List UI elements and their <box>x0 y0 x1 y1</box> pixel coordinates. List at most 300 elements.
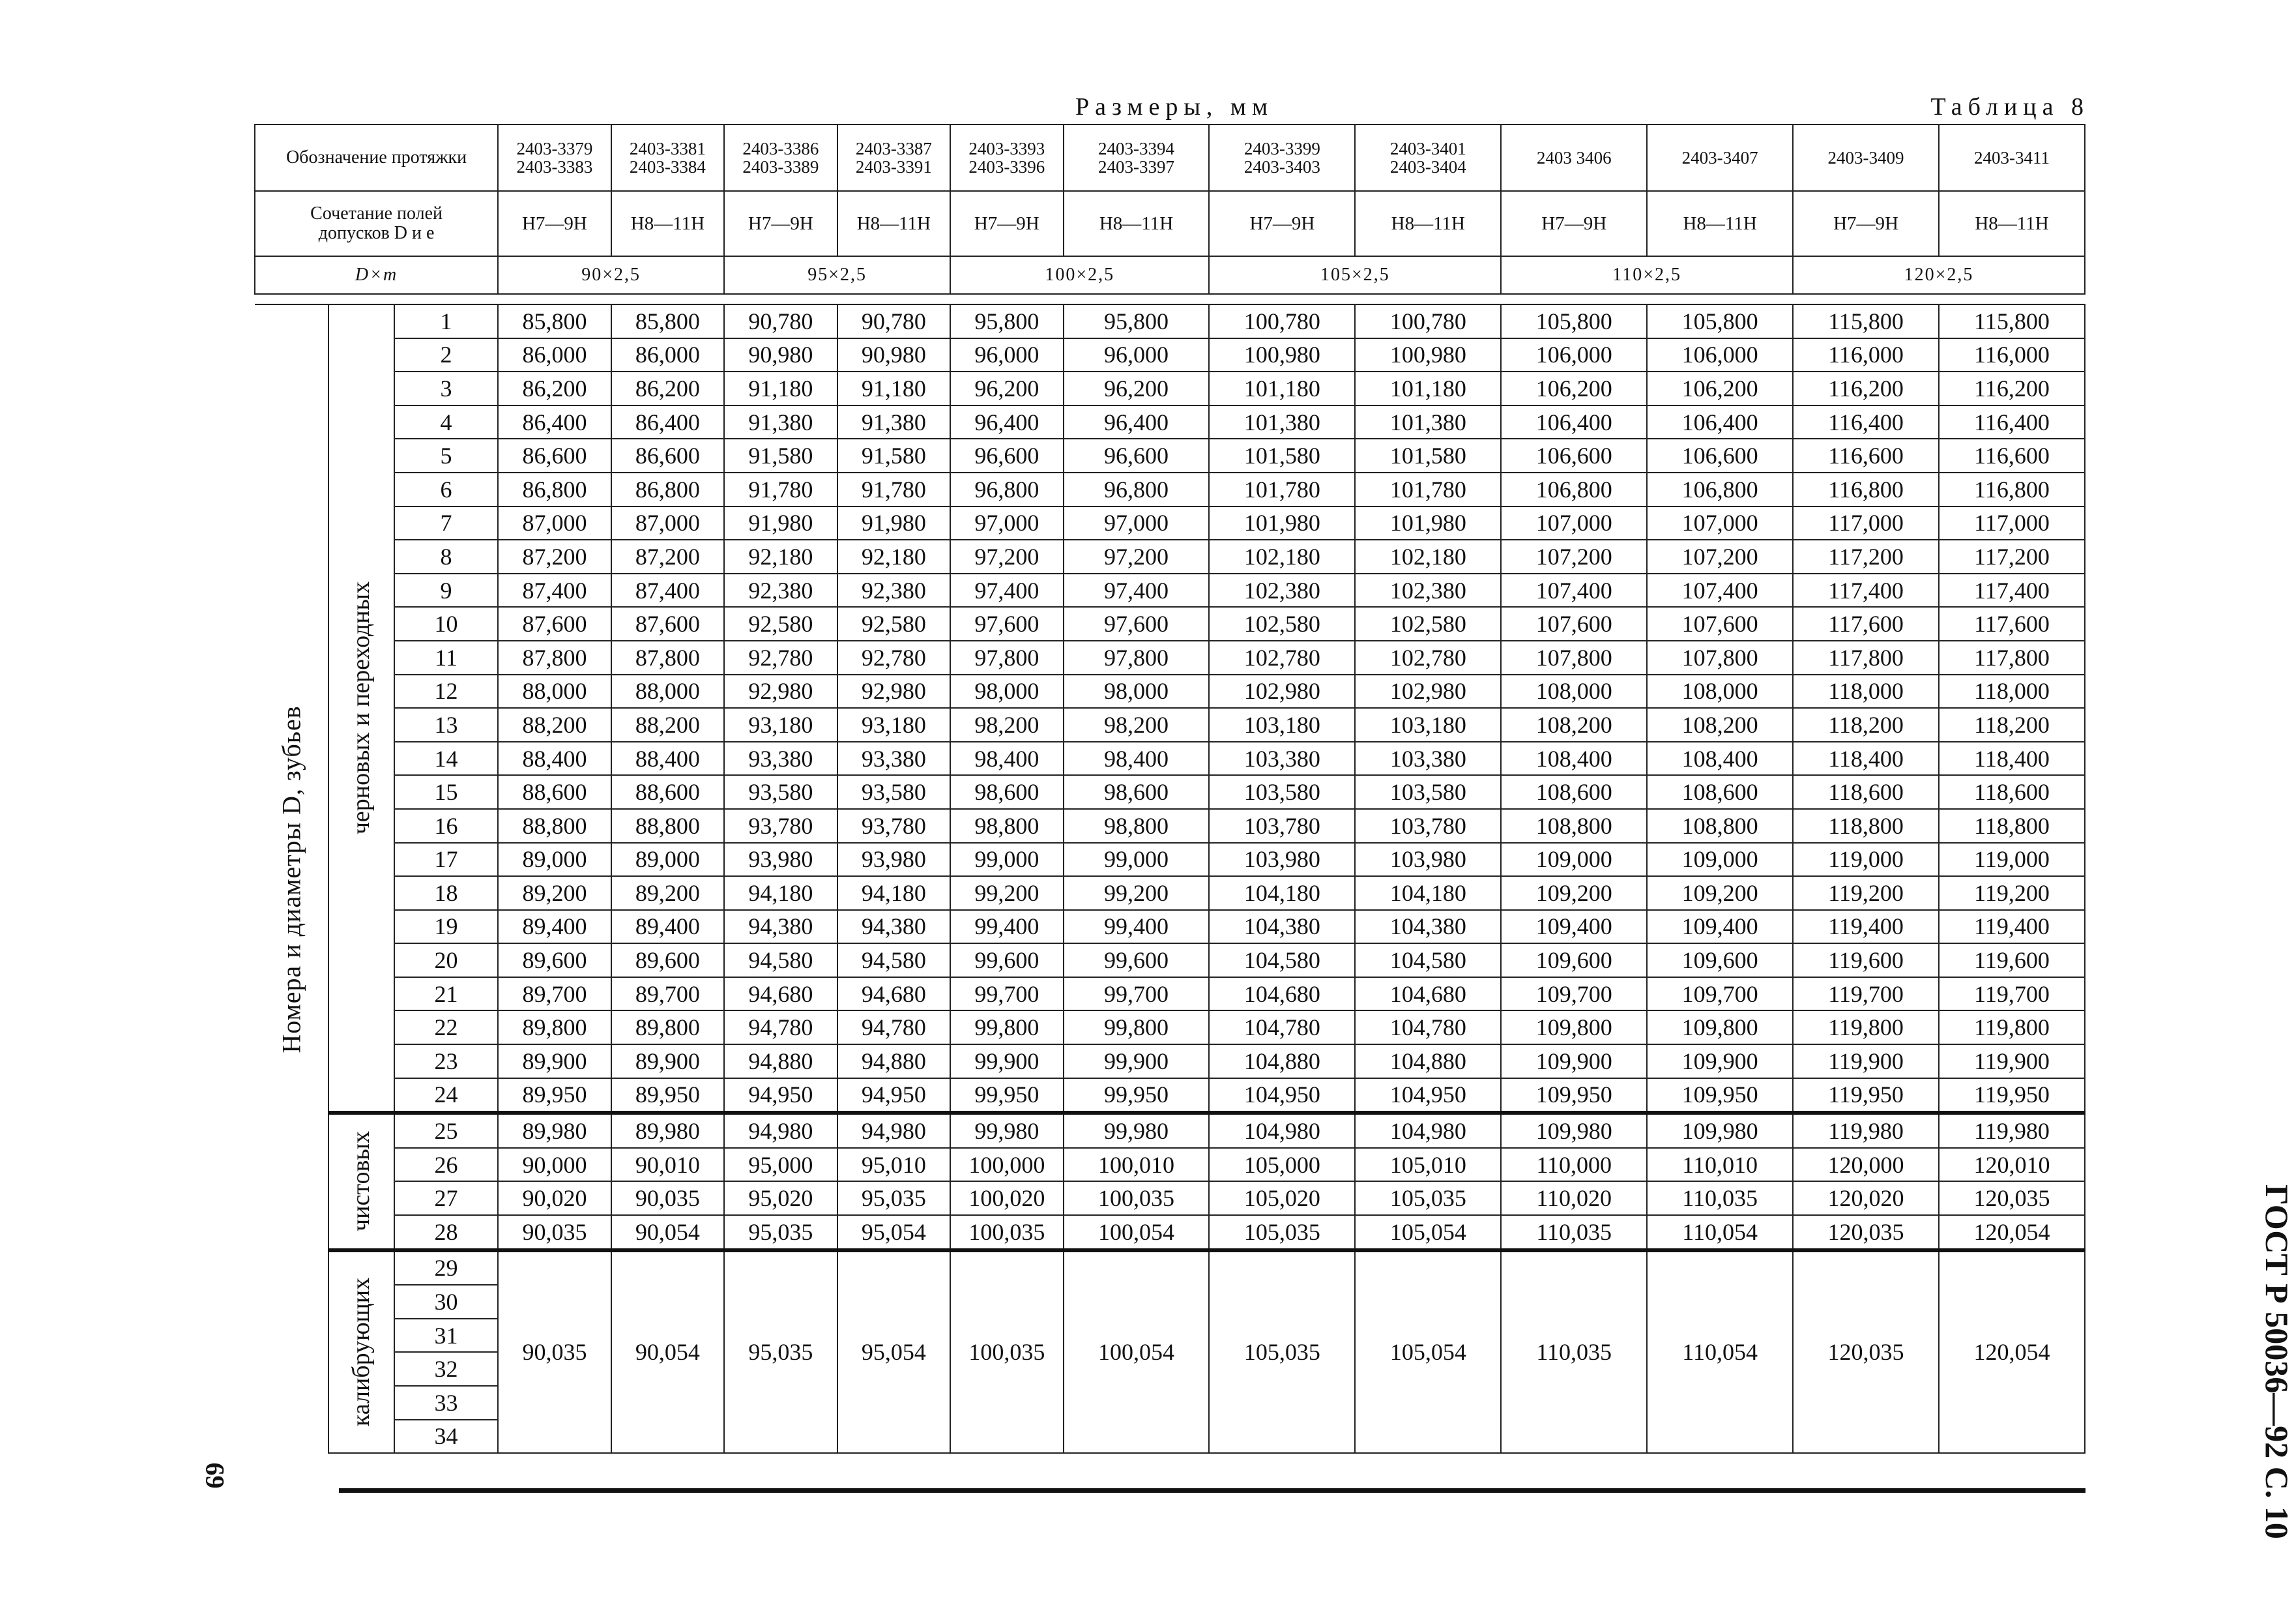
diameter-cell: 85,800 <box>611 304 724 338</box>
tolerance-cell: H7—9H <box>498 191 611 256</box>
diameter-cell: 86,400 <box>498 405 611 439</box>
diameter-cell: 96,800 <box>950 473 1063 507</box>
tooth-number: 13 <box>394 708 498 742</box>
table-row <box>255 742 2085 776</box>
designation-cell: 2403-3379 2403-3383 <box>498 125 611 191</box>
diameter-cell: 119,800 <box>1793 1010 1939 1044</box>
diameter-cell: 87,400 <box>611 574 724 608</box>
diameter-cell: 88,000 <box>611 675 724 709</box>
diameter-cell: 100,980 <box>1355 338 1501 372</box>
diameter-cell: 105,010 <box>1355 1148 1501 1182</box>
diameter-cell: 119,800 <box>1939 1010 2085 1044</box>
diameter-cell: 86,800 <box>498 473 611 507</box>
table-row <box>255 1078 2085 1113</box>
dimensions-table <box>254 124 2085 1454</box>
diameter-cell: 118,400 <box>1793 742 1939 776</box>
diameter-cell: 94,380 <box>724 910 837 944</box>
diameter-cell: 107,000 <box>1501 507 1647 540</box>
diameter-cell: 116,400 <box>1939 405 2085 439</box>
calib-diameter-cell: 100,035 <box>950 1250 1063 1454</box>
diameter-cell: 107,400 <box>1501 574 1647 608</box>
diameter-cell: 85,800 <box>498 304 611 338</box>
diameter-cell: 109,700 <box>1647 977 1793 1011</box>
diameter-cell: 90,780 <box>837 304 950 338</box>
diameter-cell: 87,000 <box>611 507 724 540</box>
diameter-cell: 91,980 <box>724 507 837 540</box>
diameter-cell: 98,800 <box>950 809 1063 843</box>
group-rough-cell <box>328 304 394 1113</box>
diameter-cell: 109,980 <box>1501 1113 1647 1148</box>
diameter-cell: 91,980 <box>837 507 950 540</box>
diameter-cell: 106,400 <box>1501 405 1647 439</box>
tooth-number: 26 <box>394 1148 498 1182</box>
diameter-cell: 103,580 <box>1355 775 1501 809</box>
diameter-cell: 91,580 <box>724 439 837 473</box>
diameter-cell: 118,200 <box>1793 708 1939 742</box>
dxm-cell: 95×2,5 <box>724 256 950 294</box>
diameter-cell: 94,880 <box>837 1044 950 1078</box>
diameter-cell: 96,000 <box>950 338 1063 372</box>
tolerance-cell: H8—11H <box>611 191 724 256</box>
header-row-designation <box>255 125 2085 191</box>
table-row <box>255 1250 2085 1285</box>
diameter-cell: 92,980 <box>837 675 950 709</box>
diameter-cell: 119,400 <box>1793 910 1939 944</box>
diameter-cell: 104,880 <box>1209 1044 1355 1078</box>
tolerance-cell: H7—9H <box>950 191 1063 256</box>
diameter-cell: 96,200 <box>950 372 1063 405</box>
diameter-cell: 107,000 <box>1647 507 1793 540</box>
diameter-cell: 105,800 <box>1501 304 1647 338</box>
diameter-cell: 93,980 <box>724 843 837 877</box>
diameter-cell: 90,000 <box>498 1148 611 1182</box>
diameter-cell: 119,000 <box>1793 843 1939 877</box>
calib-diameter-cell: 120,035 <box>1793 1250 1939 1454</box>
tooth-number: 23 <box>394 1044 498 1078</box>
tooth-number: 2 <box>394 338 498 372</box>
diameter-cell: 109,400 <box>1647 910 1793 944</box>
header-row-tolerance <box>255 191 2085 256</box>
diameter-cell: 93,780 <box>837 809 950 843</box>
diameter-cell: 87,800 <box>611 641 724 675</box>
calib-diameter-cell: 95,035 <box>724 1250 837 1454</box>
diameter-cell: 99,000 <box>1064 843 1210 877</box>
diameter-cell: 115,800 <box>1793 304 1939 338</box>
diameter-cell: 108,600 <box>1647 775 1793 809</box>
table-row <box>255 1181 2085 1215</box>
diameter-cell: 101,580 <box>1209 439 1355 473</box>
diameter-cell: 94,980 <box>837 1113 950 1148</box>
dxm-cell: 100×2,5 <box>950 256 1209 294</box>
calib-diameter-cell: 110,035 <box>1501 1250 1647 1454</box>
table-row <box>255 1010 2085 1044</box>
table-row <box>255 540 2085 574</box>
diameter-cell: 117,200 <box>1939 540 2085 574</box>
tolerance-label: Сочетание полей допусков D и e <box>255 191 498 256</box>
diameter-cell: 92,780 <box>837 641 950 675</box>
diameter-cell: 89,200 <box>498 876 611 910</box>
diameter-cell: 88,400 <box>611 742 724 776</box>
diameter-cell: 96,000 <box>1064 338 1210 372</box>
diameter-cell: 89,400 <box>611 910 724 944</box>
tooth-number: 25 <box>394 1113 498 1148</box>
diameter-cell: 96,200 <box>1064 372 1210 405</box>
diameter-cell: 86,200 <box>498 372 611 405</box>
tooth-number: 6 <box>394 473 498 507</box>
diameter-cell: 104,180 <box>1355 876 1501 910</box>
table-row <box>255 641 2085 675</box>
diameter-cell: 97,200 <box>1064 540 1210 574</box>
diameter-cell: 117,000 <box>1793 507 1939 540</box>
diameter-cell: 108,600 <box>1501 775 1647 809</box>
diameter-cell: 110,020 <box>1501 1181 1647 1215</box>
calib-diameter-cell: 105,035 <box>1209 1250 1355 1454</box>
diameter-cell: 99,600 <box>950 943 1063 977</box>
diameter-cell: 116,000 <box>1939 338 2085 372</box>
diameter-cell: 86,800 <box>611 473 724 507</box>
tooth-number: 29 <box>394 1250 498 1285</box>
tooth-number: 12 <box>394 675 498 709</box>
diameter-cell: 101,980 <box>1209 507 1355 540</box>
diameter-cell: 97,400 <box>950 574 1063 608</box>
diameter-cell: 102,580 <box>1209 607 1355 641</box>
tooth-number: 21 <box>394 977 498 1011</box>
tooth-number: 24 <box>394 1078 498 1113</box>
diameter-cell: 103,180 <box>1209 708 1355 742</box>
diameter-cell: 93,380 <box>837 742 950 776</box>
diameter-cell: 109,950 <box>1647 1078 1793 1113</box>
diameter-cell: 118,400 <box>1939 742 2085 776</box>
diameter-cell: 104,380 <box>1355 910 1501 944</box>
diameter-cell: 120,035 <box>1939 1181 2085 1215</box>
diameter-cell: 93,180 <box>724 708 837 742</box>
table-row <box>255 843 2085 877</box>
diameter-cell: 94,950 <box>724 1078 837 1113</box>
dxm-cell: 105×2,5 <box>1209 256 1501 294</box>
diameter-cell: 88,800 <box>498 809 611 843</box>
diameter-cell: 91,780 <box>724 473 837 507</box>
diameter-cell: 96,600 <box>1064 439 1210 473</box>
header-row-dxm <box>255 256 2085 294</box>
diameter-cell: 118,600 <box>1793 775 1939 809</box>
diameter-cell: 104,780 <box>1355 1010 1501 1044</box>
diameter-cell: 89,600 <box>611 943 724 977</box>
diameter-cell: 104,680 <box>1209 977 1355 1011</box>
calib-diameter-cell: 120,054 <box>1939 1250 2085 1454</box>
diameter-cell: 107,800 <box>1647 641 1793 675</box>
diameter-cell: 101,380 <box>1355 405 1501 439</box>
designation-cell: 2403-3386 2403-3389 <box>724 125 837 191</box>
diameter-cell: 108,400 <box>1501 742 1647 776</box>
designation-cell: 2403-3393 2403-3396 <box>950 125 1063 191</box>
diameter-cell: 99,980 <box>950 1113 1063 1148</box>
diameter-cell: 101,380 <box>1209 405 1355 439</box>
diameter-cell: 102,380 <box>1355 574 1501 608</box>
diameter-cell: 104,980 <box>1209 1113 1355 1148</box>
diameter-cell: 102,580 <box>1355 607 1501 641</box>
dxm-label: D×m <box>255 256 498 294</box>
diameter-cell: 104,950 <box>1209 1078 1355 1113</box>
diameter-cell: 106,200 <box>1501 372 1647 405</box>
diameter-cell: 99,600 <box>1064 943 1210 977</box>
diameter-cell: 108,200 <box>1647 708 1793 742</box>
tooth-number: 9 <box>394 574 498 608</box>
diameter-cell: 117,800 <box>1939 641 2085 675</box>
diameter-cell: 94,380 <box>837 910 950 944</box>
designation-label: Обозначение протяжки <box>255 125 498 191</box>
diameter-cell: 90,010 <box>611 1148 724 1182</box>
tolerance-cell: H8—11H <box>1647 191 1793 256</box>
diameter-cell: 89,800 <box>498 1010 611 1044</box>
diameter-cell: 87,400 <box>498 574 611 608</box>
diameter-cell: 87,000 <box>498 507 611 540</box>
table-row <box>255 1148 2085 1182</box>
diameter-cell: 116,800 <box>1793 473 1939 507</box>
diameter-cell: 108,400 <box>1647 742 1793 776</box>
table-row <box>255 304 2085 338</box>
diameter-cell: 95,000 <box>724 1148 837 1182</box>
table-row <box>255 675 2085 709</box>
diameter-cell: 89,980 <box>498 1113 611 1148</box>
calib-diameter-cell: 105,054 <box>1355 1250 1501 1454</box>
diameter-cell: 117,600 <box>1939 607 2085 641</box>
diameter-cell: 97,400 <box>1064 574 1210 608</box>
diameter-cell: 101,580 <box>1355 439 1501 473</box>
diameter-cell: 102,180 <box>1209 540 1355 574</box>
diameter-cell: 87,200 <box>611 540 724 574</box>
table-row <box>255 607 2085 641</box>
diameter-cell: 89,700 <box>498 977 611 1011</box>
tooth-number: 10 <box>394 607 498 641</box>
tolerance-cell: H8—11H <box>1355 191 1501 256</box>
diameter-cell: 102,980 <box>1355 675 1501 709</box>
diameter-cell: 89,700 <box>611 977 724 1011</box>
diameter-cell: 103,580 <box>1209 775 1355 809</box>
diameter-cell: 100,010 <box>1064 1148 1210 1182</box>
tolerance-cell: H7—9H <box>724 191 837 256</box>
diameter-cell: 91,180 <box>837 372 950 405</box>
diameter-cell: 101,180 <box>1355 372 1501 405</box>
diameter-cell: 93,580 <box>724 775 837 809</box>
group-finish-label: чистовых <box>347 1131 375 1232</box>
diameter-cell: 107,200 <box>1647 540 1793 574</box>
diameter-cell: 106,600 <box>1647 439 1793 473</box>
tolerance-cell: H7—9H <box>1501 191 1647 256</box>
diameter-cell: 108,800 <box>1501 809 1647 843</box>
diameter-cell: 109,600 <box>1647 943 1793 977</box>
diameter-cell: 117,000 <box>1939 507 2085 540</box>
diameter-cell: 107,400 <box>1647 574 1793 608</box>
diameter-cell: 104,180 <box>1209 876 1355 910</box>
diameter-cell: 106,800 <box>1501 473 1647 507</box>
dxm-cell: 120×2,5 <box>1793 256 2085 294</box>
tooth-number: 7 <box>394 507 498 540</box>
diameter-cell: 87,800 <box>498 641 611 675</box>
tooth-number: 32 <box>394 1352 498 1386</box>
diameter-cell: 94,680 <box>724 977 837 1011</box>
diameter-cell: 116,200 <box>1939 372 2085 405</box>
spacer-cell <box>255 294 2085 304</box>
diameter-cell: 94,580 <box>837 943 950 977</box>
diameter-cell: 106,400 <box>1647 405 1793 439</box>
diameter-cell: 106,600 <box>1501 439 1647 473</box>
diameter-cell: 120,035 <box>1793 1215 1939 1250</box>
tolerance-cell: H8—11H <box>1939 191 2085 256</box>
diameter-cell: 95,800 <box>950 304 1063 338</box>
diameter-cell: 92,780 <box>724 641 837 675</box>
diameter-cell: 97,200 <box>950 540 1063 574</box>
diameter-cell: 104,580 <box>1209 943 1355 977</box>
diameter-cell: 119,200 <box>1793 876 1939 910</box>
diameter-cell: 100,054 <box>1064 1215 1210 1250</box>
tolerance-cell: H7—9H <box>1793 191 1939 256</box>
diameter-cell: 92,180 <box>724 540 837 574</box>
diameter-cell: 88,600 <box>611 775 724 809</box>
table-row <box>255 708 2085 742</box>
diameter-cell: 108,800 <box>1647 809 1793 843</box>
main-axis-label-cell <box>255 304 328 1453</box>
tooth-number: 31 <box>394 1319 498 1353</box>
diameter-cell: 117,400 <box>1793 574 1939 608</box>
calib-diameter-cell: 95,054 <box>837 1250 950 1454</box>
diameter-cell: 99,980 <box>1064 1113 1210 1148</box>
diameter-cell: 99,900 <box>1064 1044 1210 1078</box>
group-calib-label: калибрующих <box>347 1278 375 1427</box>
diameter-cell: 99,800 <box>950 1010 1063 1044</box>
diameter-cell: 89,400 <box>498 910 611 944</box>
diameter-cell: 94,980 <box>724 1113 837 1148</box>
diameter-cell: 86,600 <box>498 439 611 473</box>
diameter-cell: 109,600 <box>1501 943 1647 977</box>
diameter-cell: 89,950 <box>611 1078 724 1113</box>
tooth-number: 1 <box>394 304 498 338</box>
diameter-cell: 107,600 <box>1647 607 1793 641</box>
table-row <box>255 876 2085 910</box>
diameter-cell: 107,800 <box>1501 641 1647 675</box>
diameter-cell: 119,980 <box>1793 1113 1939 1148</box>
diameter-cell: 106,200 <box>1647 372 1793 405</box>
diameter-cell: 105,000 <box>1209 1148 1355 1182</box>
diameter-cell: 109,200 <box>1501 876 1647 910</box>
diameter-cell: 94,180 <box>837 876 950 910</box>
tooth-number: 3 <box>394 372 498 405</box>
calib-diameter-cell: 110,054 <box>1647 1250 1793 1454</box>
diameter-cell: 101,980 <box>1355 507 1501 540</box>
tooth-number: 30 <box>394 1285 498 1319</box>
diameter-cell: 104,980 <box>1355 1113 1501 1148</box>
units-caption: Размеры, мм <box>1075 93 1274 121</box>
table-row <box>255 809 2085 843</box>
diameter-cell: 92,580 <box>837 607 950 641</box>
diameter-cell: 110,035 <box>1647 1181 1793 1215</box>
diameter-cell: 109,980 <box>1647 1113 1793 1148</box>
diameter-cell: 115,800 <box>1939 304 2085 338</box>
diameter-cell: 87,200 <box>498 540 611 574</box>
diameter-cell: 105,035 <box>1209 1215 1355 1250</box>
diameter-cell: 109,000 <box>1501 843 1647 877</box>
diameter-cell: 106,000 <box>1501 338 1647 372</box>
diameter-cell: 102,780 <box>1355 641 1501 675</box>
diameter-cell: 110,010 <box>1647 1148 1793 1182</box>
diameter-cell: 109,800 <box>1647 1010 1793 1044</box>
gost-designation: ГОСТ Р 50036—92 С. 10 <box>2259 1184 2295 1539</box>
diameter-cell: 118,000 <box>1939 675 2085 709</box>
diameter-cell: 118,800 <box>1939 809 2085 843</box>
diameter-cell: 100,780 <box>1209 304 1355 338</box>
page-number: 69 <box>200 1462 230 1489</box>
diameter-cell: 98,600 <box>950 775 1063 809</box>
diameter-cell: 94,680 <box>837 977 950 1011</box>
table-row <box>255 1113 2085 1148</box>
diameter-cell: 98,200 <box>950 708 1063 742</box>
diameter-cell: 118,000 <box>1793 675 1939 709</box>
diameter-cell: 105,800 <box>1647 304 1793 338</box>
diameter-cell: 88,200 <box>611 708 724 742</box>
tooth-number: 22 <box>394 1010 498 1044</box>
diameter-cell: 103,780 <box>1355 809 1501 843</box>
diameter-cell: 109,950 <box>1501 1078 1647 1113</box>
tolerance-cell: H7—9H <box>1209 191 1355 256</box>
diameter-cell: 103,380 <box>1209 742 1355 776</box>
diameter-cell: 107,200 <box>1501 540 1647 574</box>
table-row <box>255 405 2085 439</box>
diameter-cell: 106,000 <box>1647 338 1793 372</box>
tooth-number: 14 <box>394 742 498 776</box>
table-row <box>255 910 2085 944</box>
diameter-cell: 92,980 <box>724 675 837 709</box>
diameter-cell: 89,980 <box>611 1113 724 1148</box>
diameter-cell: 94,780 <box>837 1010 950 1044</box>
diameter-cell: 116,800 <box>1939 473 2085 507</box>
diameter-cell: 95,020 <box>724 1181 837 1215</box>
diameter-cell: 117,200 <box>1793 540 1939 574</box>
diameter-cell: 94,950 <box>837 1078 950 1113</box>
diameter-cell: 97,800 <box>950 641 1063 675</box>
diameter-cell: 87,600 <box>498 607 611 641</box>
diameter-cell: 98,800 <box>1064 809 1210 843</box>
diameter-cell: 93,580 <box>837 775 950 809</box>
diameter-cell: 119,900 <box>1939 1044 2085 1078</box>
diameter-cell: 89,200 <box>611 876 724 910</box>
diameter-cell: 99,700 <box>1064 977 1210 1011</box>
diameter-cell: 110,000 <box>1501 1148 1647 1182</box>
diameter-cell: 119,700 <box>1939 977 2085 1011</box>
diameter-cell: 87,600 <box>611 607 724 641</box>
diameter-cell: 88,800 <box>611 809 724 843</box>
spacer-row <box>255 294 2085 304</box>
diameter-cell: 91,380 <box>724 405 837 439</box>
diameter-cell: 93,180 <box>837 708 950 742</box>
tolerance-cell: H8—11H <box>837 191 950 256</box>
tooth-number: 15 <box>394 775 498 809</box>
tooth-number: 20 <box>394 943 498 977</box>
table-number: Таблица 8 <box>1930 93 2089 121</box>
tooth-number: 27 <box>394 1181 498 1215</box>
diameter-cell: 93,980 <box>837 843 950 877</box>
diameter-cell: 91,180 <box>724 372 837 405</box>
table-row <box>255 977 2085 1011</box>
diameter-cell: 90,980 <box>837 338 950 372</box>
diameter-cell: 117,800 <box>1793 641 1939 675</box>
diameter-cell: 96,800 <box>1064 473 1210 507</box>
diameter-cell: 100,035 <box>1064 1181 1210 1215</box>
designation-cell: 2403-3409 <box>1793 125 1939 191</box>
designation-cell: 2403-3387 2403-3391 <box>837 125 950 191</box>
diameter-cell: 101,180 <box>1209 372 1355 405</box>
diameter-cell: 107,600 <box>1501 607 1647 641</box>
diameter-cell: 96,600 <box>950 439 1063 473</box>
dxm-cell: 90×2,5 <box>498 256 724 294</box>
